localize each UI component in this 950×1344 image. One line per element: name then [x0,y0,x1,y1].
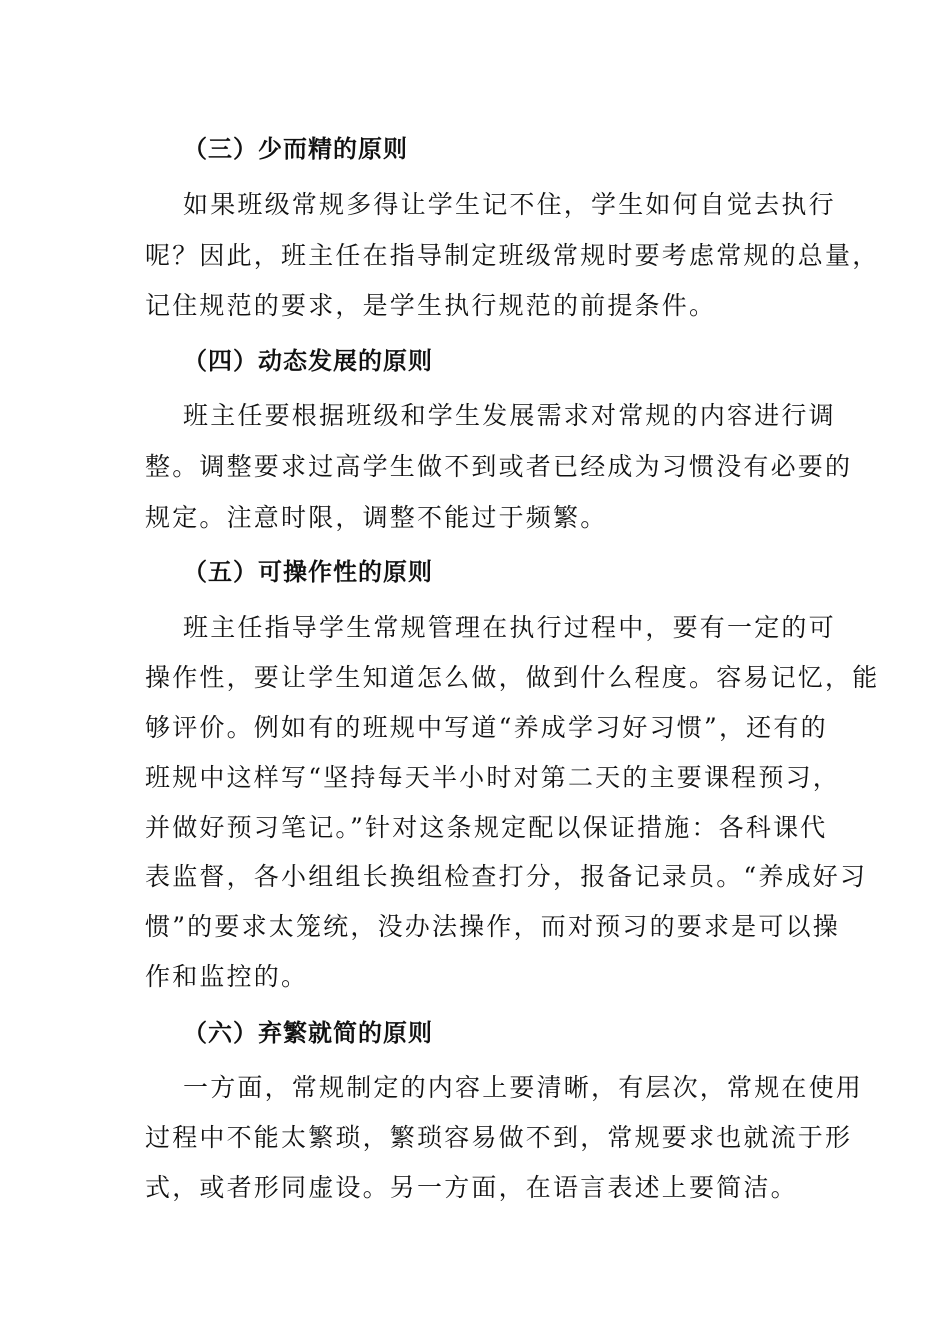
paragraph-line: 班规中这样写“坚持每天半小时对第二天的主要课程预习， [145,763,840,792]
paragraph-line: 并做好预习笔记。”针对这条规定配以保证措施：各科课代 [145,813,828,842]
paragraph-line: 如果班级常规多得让学生记不住，学生如何自觉去执行 [183,190,836,219]
paragraph-line: 式，或者形同虚设。另一方面，在语言表述上要简洁。 [145,1173,798,1202]
paragraph-line: 够评价。例如有的班规中写道“养成学习好习惯”，还有的 [145,713,828,742]
paragraph-line: 记住规范的要求，是学生执行规范的前提条件。 [145,291,717,320]
paragraph-line: 整。调整要求过高学生做不到或者已经成为习惯没有必要的 [145,452,853,481]
section-heading-5: （五）可操作性的原则 [183,557,433,586]
paragraph-line: 作和监控的。 [145,962,309,991]
paragraph-line: 操作性，要让学生知道怎么做，做到什么程度。容易记忆，能 [145,663,880,692]
paragraph-line: 过程中不能太繁琐，繁琐容易做不到，常规要求也就流于形 [145,1123,853,1152]
paragraph-line: 表监督，各小组组长换组检查打分，报备记录员。“养成好习 [145,862,868,891]
section-heading-6: （六）弃繁就简的原则 [183,1018,433,1047]
paragraph-line: 班主任指导学生常规管理在执行过程中，要有一定的可 [183,613,836,642]
paragraph-line: 一方面，常规制定的内容上要清晰，有层次，常规在使用 [183,1073,864,1102]
paragraph-line: 呢？因此，班主任在指导制定班级常规时要考虑常规的总量， [145,241,880,270]
paragraph-line: 班主任要根据班级和学生发展需求对常规的内容进行调 [183,401,836,430]
section-heading-3: （三）少而精的原则 [183,134,408,163]
paragraph-line: 规定。注意时限，调整不能过于频繁。 [145,503,608,532]
section-heading-4: （四）动态发展的原则 [183,346,433,375]
paragraph-line: 惯”的要求太笼统，没办法操作，而对预习的要求是可以操 [145,912,840,941]
